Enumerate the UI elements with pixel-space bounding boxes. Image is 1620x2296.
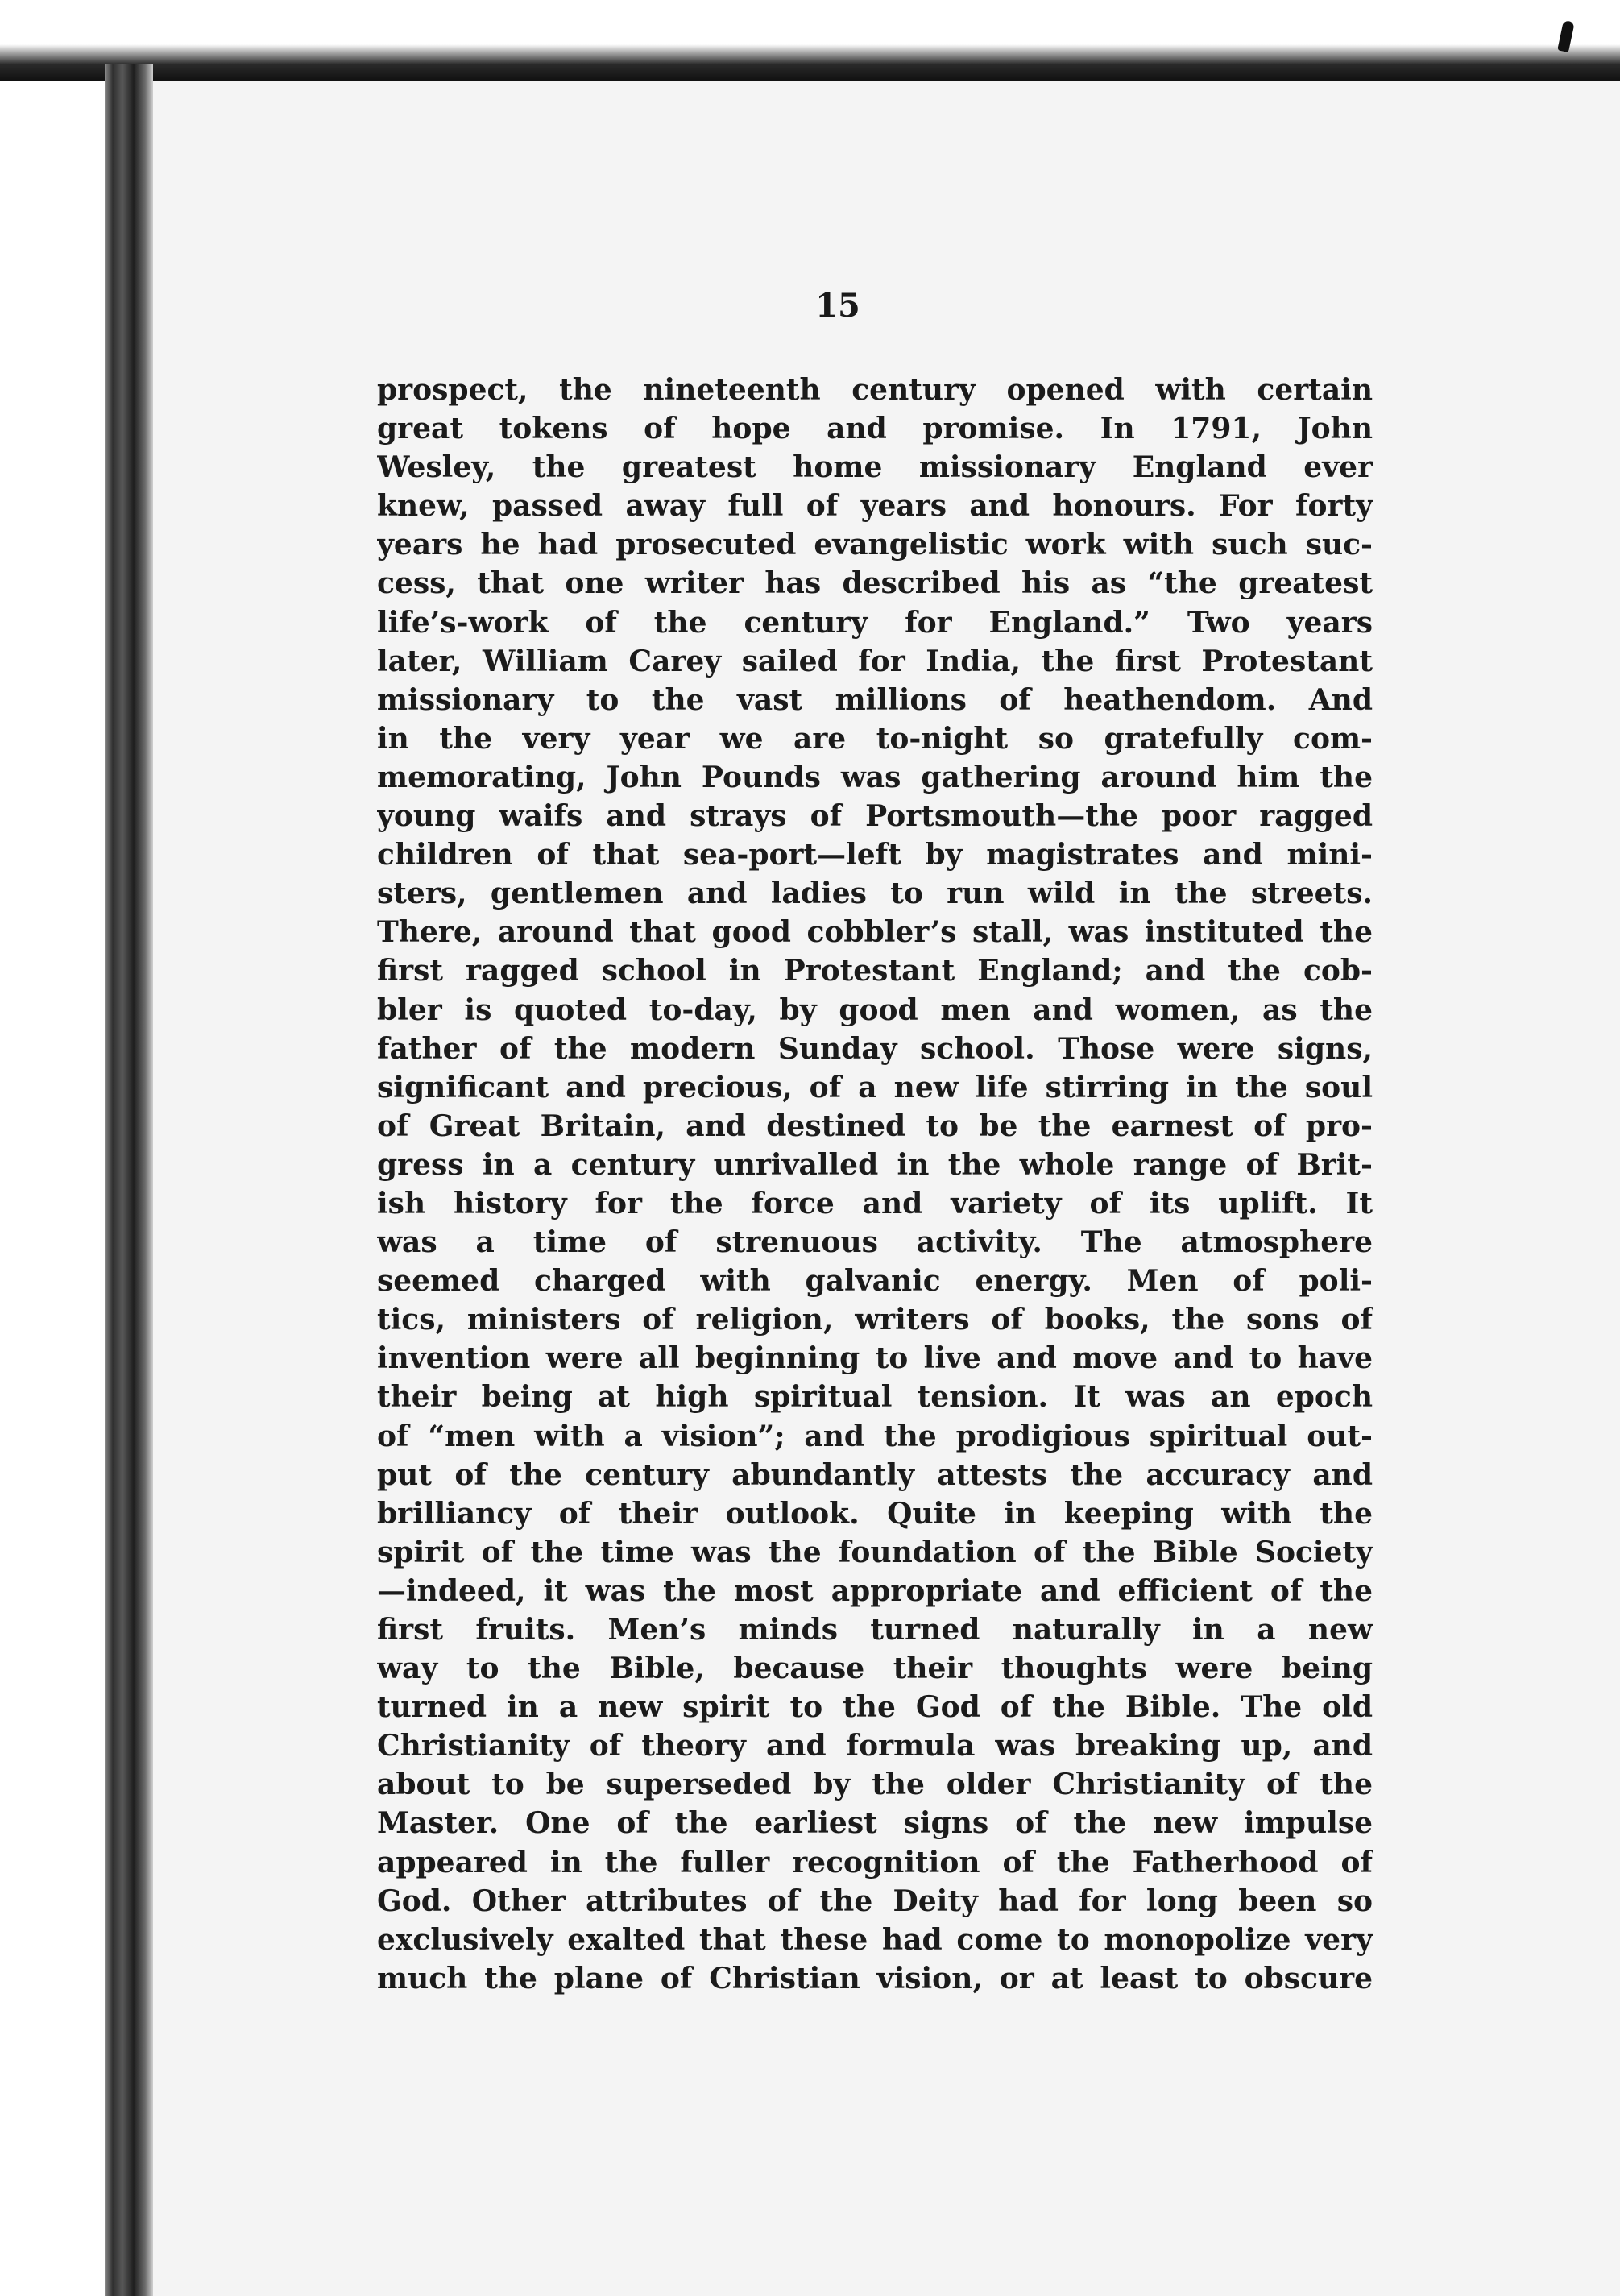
text-line: life’s-work of the century for England.” Two years bbox=[377, 605, 1373, 640]
scan-left-margin bbox=[0, 81, 105, 2296]
text-line: first fruits. Men’s minds turned naturally in a new bbox=[377, 1613, 1373, 1647]
text-line: way to the Bible, because their thoughts were being bbox=[377, 1652, 1373, 1686]
text-line: tics, ministers of religion, writers of books, the sons of bbox=[377, 1303, 1373, 1337]
text-line: put of the century abundantly attests the accuracy and bbox=[377, 1457, 1373, 1492]
text-line: in the very year we are to-night so gratefully com- bbox=[377, 721, 1373, 756]
text-line: about to be superseded by the older Christianity of the bbox=[377, 1768, 1373, 1802]
text-line: invention were all beginning to live and move and to have bbox=[377, 1341, 1373, 1376]
text-line: was a time of strenuous activity. The atmosphere bbox=[377, 1225, 1373, 1260]
text-line: significant and precious, of a new life stirring in the soul bbox=[377, 1070, 1373, 1104]
text-line: spirit of the time was the foundation of the Bible Society bbox=[377, 1535, 1373, 1569]
text-line: Master. One of the earliest signs of the new impulse bbox=[377, 1806, 1373, 1841]
text-line: their being at high spiritual tension. It was an epoch bbox=[377, 1380, 1373, 1415]
text-line: turned in a new spirit to the God of the Bible. The old bbox=[377, 1690, 1373, 1725]
text-line: cess, that one writer has described his as “the greatest bbox=[377, 566, 1373, 601]
text-line: of Great Britain, and destined to be the earnest of pro- bbox=[377, 1109, 1373, 1143]
text-line: Christianity of theory and formula was breaking up, and bbox=[377, 1729, 1373, 1763]
text-line: appeared in the fuller recognition of the Fatherhood of bbox=[377, 1845, 1373, 1879]
text-line: seemed charged with galvanic energy. Men of poli- bbox=[377, 1264, 1373, 1299]
text-line: brilliancy of their outlook. Quite in keeping with the bbox=[377, 1496, 1373, 1531]
text-line: knew, passed away full of years and honours. For forty bbox=[377, 489, 1373, 524]
text-line: memorating, John Pounds was gathering around him the bbox=[377, 760, 1373, 794]
text-line: of “men with a vision”; and the prodigious spiritual out- bbox=[377, 1419, 1373, 1453]
scan-top-border bbox=[0, 0, 1620, 81]
text-line: missionary to the vast millions of heathendom. And bbox=[377, 682, 1373, 717]
page-number: 15 bbox=[815, 287, 860, 325]
text-line: gress in a century unrivalled in the whole range of Brit- bbox=[377, 1147, 1373, 1182]
text-line: prospect, the nineteenth century opened with certain bbox=[377, 373, 1373, 407]
text-line: years he had prosecuted evangelistic work with such suc- bbox=[377, 528, 1373, 562]
text-line: sters, gentlemen and ladies to run wild in the streets. bbox=[377, 877, 1373, 911]
text-line: young waifs and strays of Portsmouth—the poor ragged bbox=[377, 799, 1373, 834]
text-line: father of the modern Sunday school. Those were signs, bbox=[377, 1031, 1373, 1066]
text-line: first ragged school in Protestant England; and the cob- bbox=[377, 954, 1373, 988]
text-line: exclusively exalted that these had come to monopolize very bbox=[377, 1922, 1373, 1957]
text-line: There, around that good cobbler’s stall, was instituted the bbox=[377, 915, 1373, 950]
book-spine-shadow bbox=[105, 64, 153, 2296]
text-line: great tokens of hope and promise. In 1791, John bbox=[377, 412, 1373, 446]
text-line: much the plane of Christian vision, or at least to obscure bbox=[377, 1961, 1373, 1996]
text-line: bler is quoted to-day, by good men and women, as the bbox=[377, 993, 1373, 1027]
body-text bbox=[377, 371, 1373, 1998]
text-line: —indeed, it was the most appropriate and efficient of the bbox=[377, 1573, 1373, 1608]
text-line: later, William Carey sailed for India, the first Protestant bbox=[377, 644, 1373, 678]
text-line: children of that sea-port—left by magistrates and mini- bbox=[377, 838, 1373, 872]
text-line: ish history for the force and variety of its uplift. It bbox=[377, 1186, 1373, 1221]
text-line: God. Other attributes of the Deity had for long been so bbox=[377, 1884, 1373, 1918]
text-line: Wesley, the greatest home missionary England ever bbox=[377, 450, 1373, 485]
